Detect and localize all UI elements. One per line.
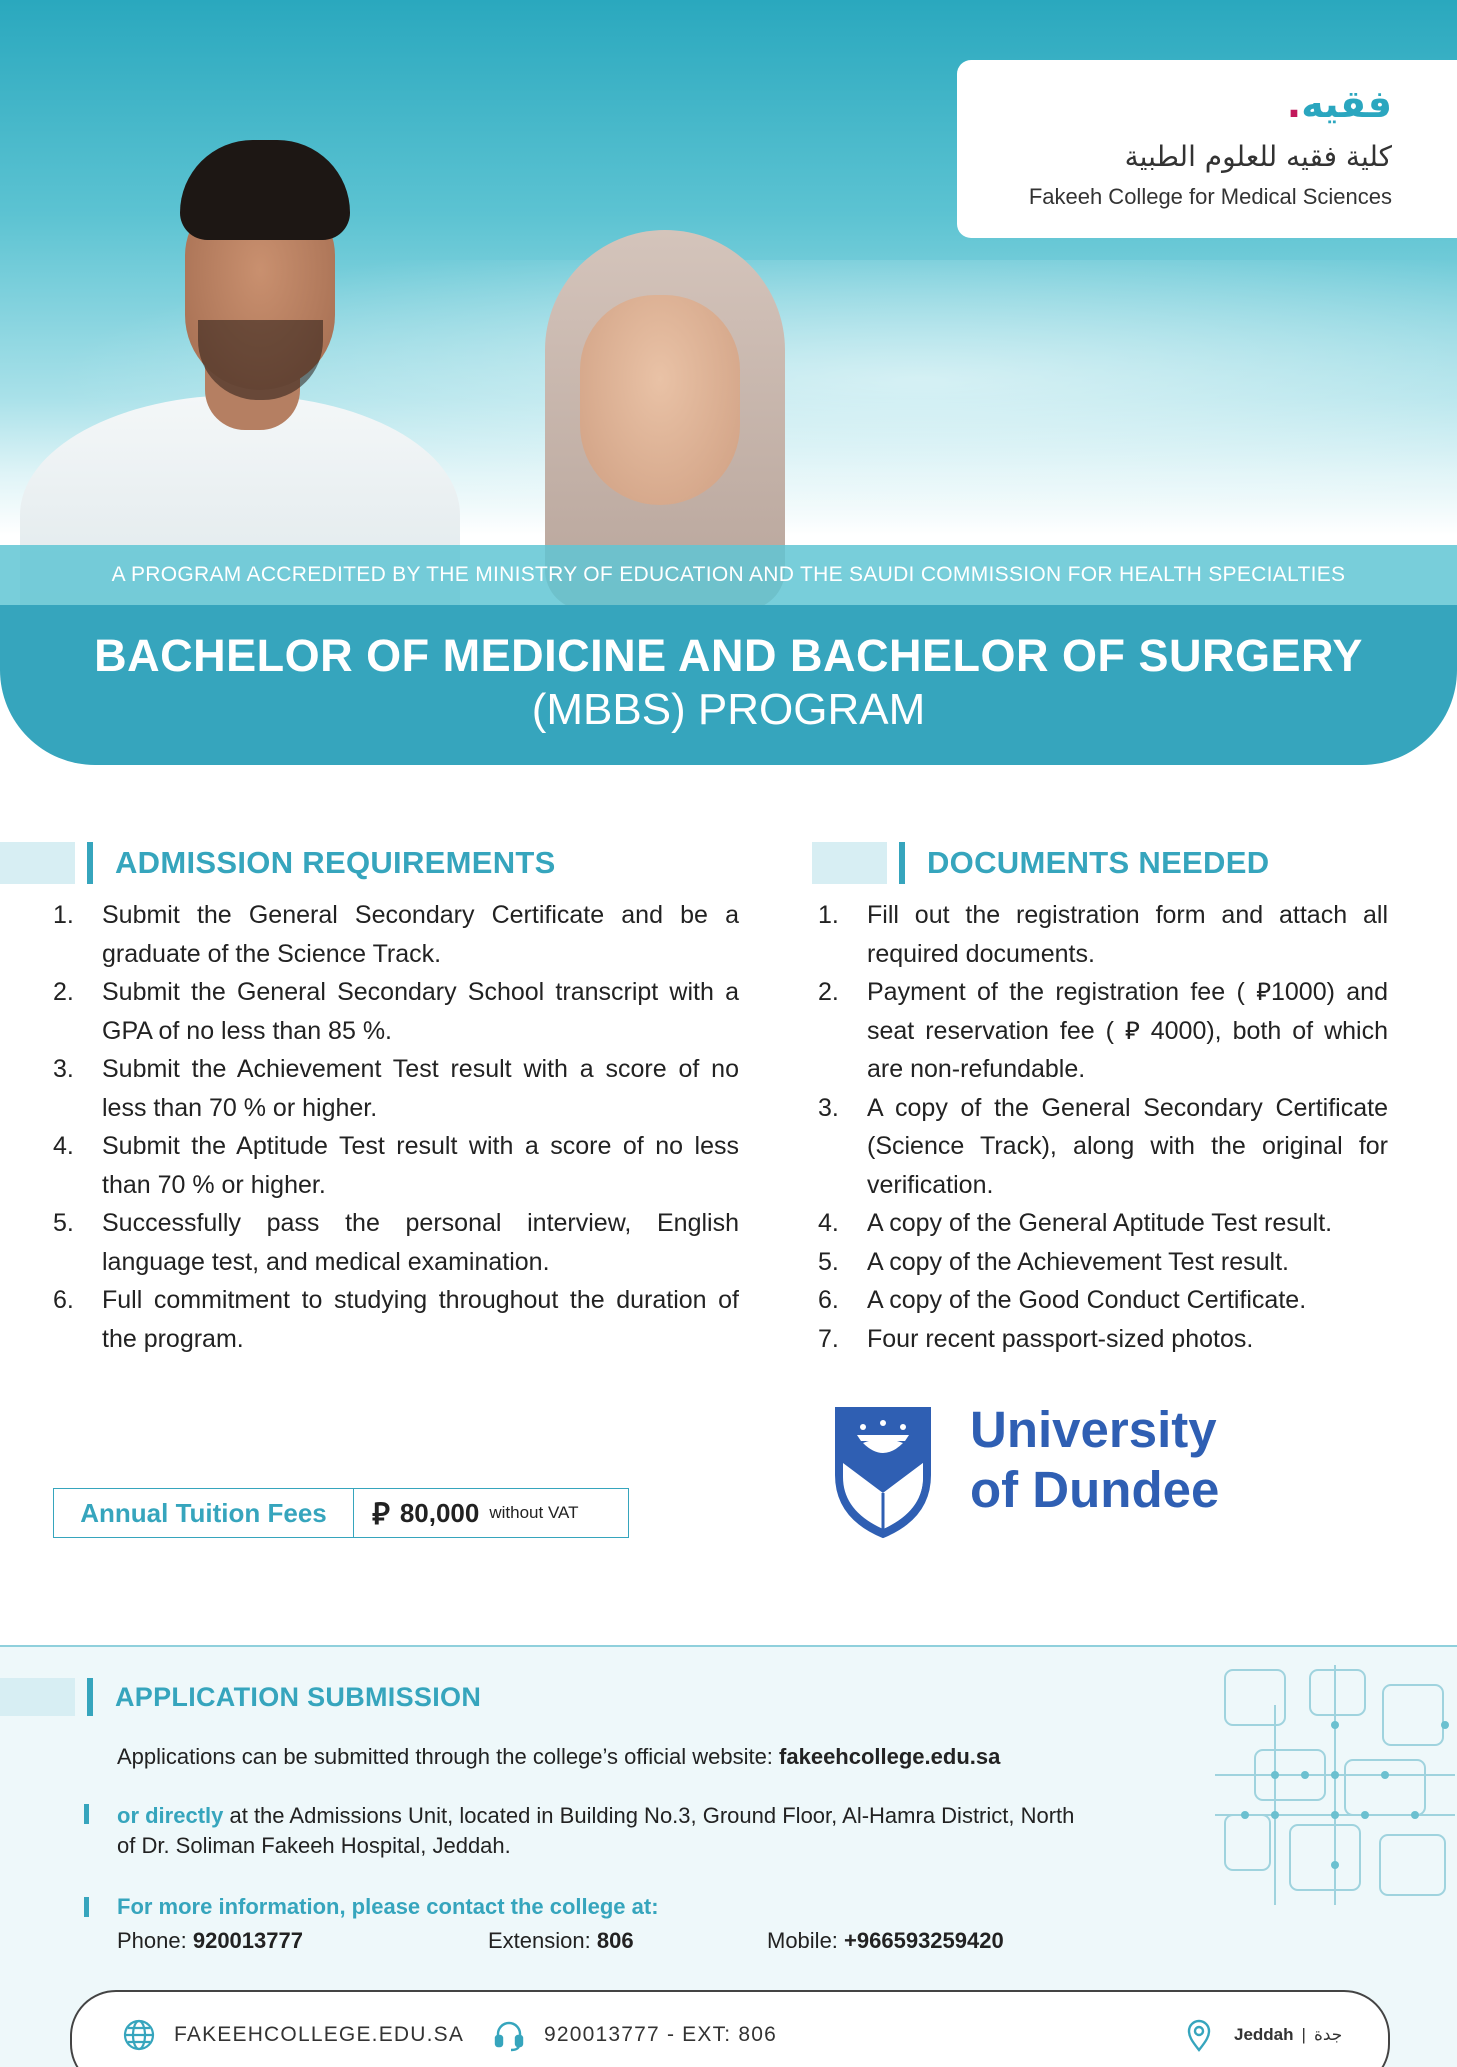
- direct-submission-text: or directly at the Admissions Unit, located in Building No.3, Ground Floor, Al-Hamra District, North of Dr. Soliman Fakeeh Hospital, Jeddah.: [117, 1803, 1075, 1858]
- heading-accent-bar: [87, 1678, 93, 1716]
- footer-location: Jeddah | جدة: [1182, 2018, 1342, 2052]
- contact-phone: Phone: 920013777: [117, 1928, 303, 1953]
- footer-separator: |: [1301, 2025, 1306, 2044]
- admission-list: [35, 896, 739, 1358]
- location-pin-icon: [1182, 2018, 1216, 2052]
- footer-phone[interactable]: 920013777 - EXT: 806: [492, 2018, 777, 2052]
- program-title: BACHELOR OF MEDICINE AND BACHELOR OF SURGERY: [94, 630, 1363, 681]
- contact-mobile: Mobile: +966593259420: [767, 1928, 1004, 1953]
- list-item: 1. Fill out the registration form and attach all required documents.: [818, 901, 1388, 968]
- heading-accent-block: [812, 842, 887, 884]
- documents-title: DOCUMENTS NEEDED: [927, 845, 1270, 880]
- tuition-fees-value: [354, 1494, 579, 1533]
- college-website[interactable]: fakeehcollege.edu.sa: [779, 1744, 1001, 1769]
- logo-arabic-brand: .فقيه: [1286, 82, 1392, 126]
- riyal-icon: ⃁: [372, 1496, 390, 1532]
- list-item: 5. Successfully pass the personal interview, English language test, and medical examination.: [53, 1209, 739, 1276]
- website-submission-text: Applications can be submitted through the college’s official website: fakeehcollege.edu.sa: [117, 1744, 1001, 1769]
- college-logo: [957, 60, 1457, 238]
- program-subtitle: (MBBS) PROGRAM: [531, 685, 926, 734]
- heading-accent-block: [0, 842, 75, 884]
- list-item: 2. Submit the General Secondary School transcript with a GPA of no less than 85 %.: [53, 978, 739, 1045]
- list-item: 2. Payment of the registration fee ( ⃁1000) and seat reservation fee ( ⃁ 4000), both of which are non-refundable.: [818, 978, 1388, 1083]
- list-item: 6. Full commitment to studying throughout the duration of the program.: [53, 1286, 739, 1353]
- heading-accent-block: [0, 1678, 75, 1716]
- list-item: 7. Four recent passport-sized photos.: [818, 1324, 1254, 1353]
- heading-accent-bar: [87, 842, 93, 884]
- university-of-dundee-logo: [970, 1400, 1219, 1520]
- heading-accent-bar: [899, 842, 905, 884]
- admission-heading: [0, 842, 556, 884]
- application-title: APPLICATION SUBMISSION: [115, 1681, 482, 1712]
- female-student-face: [580, 295, 740, 505]
- dundee-line2: of Dundee: [970, 1461, 1220, 1518]
- tuition-fees-box: [53, 1488, 629, 1538]
- list-item: 5. A copy of the Achievement Test result.: [818, 1247, 1289, 1276]
- list-item: 3. Submit the Achievement Test result with a score of no less than 70 % or higher.: [53, 1055, 739, 1122]
- bullet-bar: [84, 1804, 89, 1824]
- logo-arabic-name: كلية فقيه للعلوم الطبية: [1124, 140, 1392, 173]
- admission-title: ADMISSION REQUIREMENTS: [115, 845, 556, 880]
- application-heading: [0, 1678, 481, 1716]
- dundee-line1: University: [970, 1401, 1217, 1458]
- contact-extension: Extension: 806: [488, 1928, 634, 1953]
- list-item: 4. Submit the Aptitude Test result with a score of no less than 70 % or higher.: [53, 1132, 739, 1199]
- tuition-fees-label: Annual Tuition Fees: [54, 1489, 354, 1537]
- footer-website[interactable]: FAKEEHCOLLEGE.EDU.SA: [122, 2018, 464, 2052]
- accreditation-banner: A PROGRAM ACCREDITED BY THE MINISTRY OF EDUCATION AND THE SAUDI COMMISSION FOR HEALTH SPECIALTIES: [0, 545, 1457, 605]
- list-item: 6. A copy of the Good Conduct Certificate.: [818, 1286, 1307, 1314]
- contact-lead: For more information, please contact the college at:: [117, 1894, 659, 1919]
- tuition-fees-note: without VAT: [489, 1503, 579, 1522]
- program-title-box: [0, 605, 1457, 765]
- logo-dot: .: [1286, 82, 1302, 126]
- tuition-fees-amount: 80,000: [399, 1497, 480, 1528]
- documents-list: [800, 896, 1388, 1358]
- list-item: 3. A copy of the General Secondary Certificate (Science Track), along with the original for verification.: [818, 1093, 1388, 1199]
- documents-heading: [812, 842, 1269, 884]
- bullet-bar: [84, 1897, 89, 1917]
- circuit-decoration-icon: [1215, 1665, 1457, 1905]
- logo-english-name: Fakeeh College for Medical Sciences: [1028, 184, 1392, 209]
- dundee-shield-icon: [833, 1405, 933, 1540]
- list-item: 4. A copy of the General Aptitude Test result.: [818, 1209, 1333, 1237]
- headset-icon: [492, 2018, 526, 2052]
- male-doctor-hair: [180, 140, 350, 240]
- list-item: 1. Submit the General Secondary Certificate and be a graduate of the Science Track.: [53, 901, 739, 968]
- footer-bar: [70, 1990, 1390, 2067]
- globe-icon: [122, 2018, 156, 2052]
